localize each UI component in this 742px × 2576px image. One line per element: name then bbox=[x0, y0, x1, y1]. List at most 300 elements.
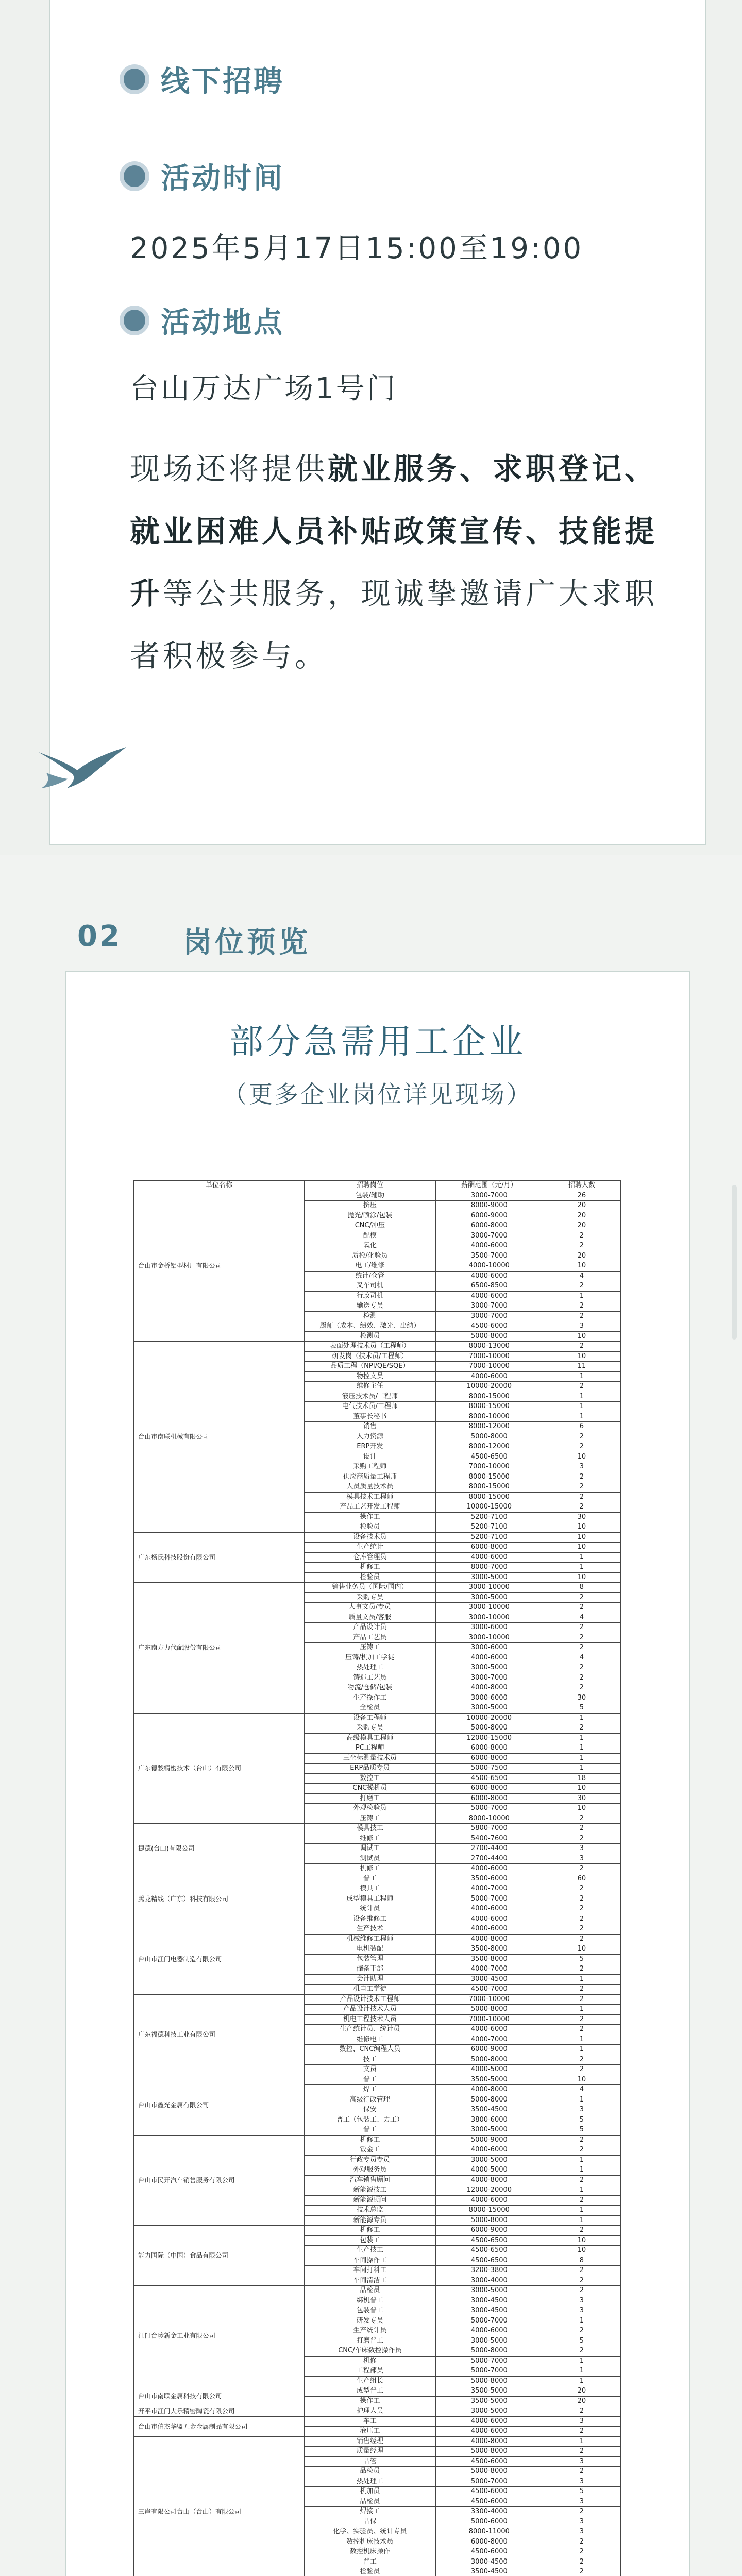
count-cell: 3 bbox=[543, 2497, 620, 2507]
salary-cell: 6000-8000 bbox=[435, 1753, 543, 1764]
section-heading-time bbox=[120, 155, 284, 198]
position-cell: 普工（包装工、力工） bbox=[304, 2115, 435, 2125]
count-cell: 2 bbox=[543, 1311, 620, 1321]
swallow-bird-icon bbox=[36, 742, 129, 793]
count-cell: 2 bbox=[543, 2226, 620, 2236]
position-cell: 机修 bbox=[304, 2356, 435, 2366]
count-cell: 20 bbox=[543, 1251, 620, 1261]
position-cell: 压铸工 bbox=[304, 1643, 435, 1653]
table-row bbox=[134, 1824, 621, 1834]
salary-cell: 5000-7000 bbox=[435, 2477, 543, 2487]
count-cell: 2 bbox=[543, 1482, 620, 1493]
position-cell: 维修主任 bbox=[304, 1382, 435, 1392]
salary-cell: 5000-8000 bbox=[435, 1331, 543, 1342]
count-cell: 1 bbox=[543, 2045, 620, 2055]
salary-cell: 3500-4500 bbox=[435, 2105, 543, 2115]
count-cell: 2 bbox=[543, 1814, 620, 1824]
count-cell: 1 bbox=[543, 1764, 620, 1774]
salary-cell: 6000-8000 bbox=[435, 2537, 543, 2547]
position-cell: 生产技工 bbox=[304, 2246, 435, 2256]
company-name-cell: 台山市江门电器制造有限公司 bbox=[134, 1924, 305, 1995]
count-cell: 1 bbox=[543, 2005, 620, 2015]
company-name-cell: 腾龙精线（广东）科技有限公司 bbox=[134, 1874, 305, 1924]
salary-cell: 6000-8000 bbox=[435, 1784, 543, 1794]
salary-cell: 4000-6000 bbox=[435, 1924, 543, 1935]
count-cell: 2 bbox=[543, 1231, 620, 1241]
position-cell: 模具技术工程师 bbox=[304, 1492, 435, 1502]
count-cell: 1 bbox=[543, 2376, 620, 2386]
salary-cell: 3000-5000 bbox=[435, 2155, 543, 2165]
count-cell: 2 bbox=[543, 1914, 620, 1924]
salary-cell: 3000-6000 bbox=[435, 1623, 543, 1633]
position-cell: 生产统计员 bbox=[304, 2326, 435, 2336]
count-cell: 1 bbox=[543, 1371, 620, 1382]
salary-cell: 3000-6000 bbox=[435, 1693, 543, 1703]
salary-cell: 3000-5000 bbox=[435, 2336, 543, 2346]
position-cell: 车间操作工 bbox=[304, 2256, 435, 2266]
position-cell: 检验员 bbox=[304, 1522, 435, 1533]
salary-cell: 3000-4500 bbox=[435, 2557, 543, 2567]
count-cell: 1 bbox=[543, 1412, 620, 1422]
position-cell: 外观服务员 bbox=[304, 2165, 435, 2176]
count-cell: 2 bbox=[543, 1623, 620, 1633]
salary-cell: 8000-15000 bbox=[435, 1482, 543, 1493]
salary-cell: 6000-9000 bbox=[435, 2045, 543, 2055]
salary-cell: 4500-6500 bbox=[435, 2235, 543, 2246]
salary-cell: 6500-8500 bbox=[435, 1281, 543, 1292]
salary-cell: 4000-6000 bbox=[435, 2145, 543, 2156]
salary-cell: 10000-20000 bbox=[435, 1382, 543, 1392]
salary-cell: 3500-8000 bbox=[435, 1954, 543, 1964]
count-cell: 10 bbox=[543, 1804, 620, 1814]
scrollbar-track[interactable] bbox=[732, 1185, 737, 1340]
count-cell: 5 bbox=[543, 1703, 620, 1714]
count-cell: 10 bbox=[543, 1522, 620, 1533]
count-cell: 1 bbox=[543, 2366, 620, 2377]
position-cell: 会计助理 bbox=[304, 1974, 435, 1985]
salary-cell: 4000-6000 bbox=[435, 2427, 543, 2437]
time-value: 2025年5月17日15:00至19:00 bbox=[130, 232, 584, 265]
count-cell: 10 bbox=[543, 1784, 620, 1794]
position-cell: 行政专员专员 bbox=[304, 2155, 435, 2165]
salary-cell: 5000-8000 bbox=[435, 2215, 543, 2226]
count-cell: 30 bbox=[543, 1693, 620, 1703]
position-cell: 质量经理 bbox=[304, 2447, 435, 2457]
position-cell: 高级模具工程师 bbox=[304, 1733, 435, 1743]
salary-cell: 4000-6000 bbox=[435, 1653, 543, 1663]
count-cell: 2 bbox=[543, 1723, 620, 1734]
position-cell: 采购工程师 bbox=[304, 1462, 435, 1472]
count-cell: 3 bbox=[543, 2416, 620, 2427]
count-cell: 2 bbox=[543, 1985, 620, 1995]
count-cell: 20 bbox=[543, 2386, 620, 2397]
position-cell: 普工 bbox=[304, 2557, 435, 2567]
salary-cell: 10000-20000 bbox=[435, 1713, 543, 1723]
count-cell: 1 bbox=[543, 2095, 620, 2105]
count-cell: 2 bbox=[543, 2175, 620, 2185]
salary-cell: 4000-7000 bbox=[435, 1884, 543, 1894]
count-cell: 60 bbox=[543, 1874, 620, 1884]
position-cell: 机加员 bbox=[304, 2487, 435, 2497]
bullet-dot-icon bbox=[120, 64, 149, 94]
count-cell: 2 bbox=[543, 2557, 620, 2567]
position-cell: 包装管理 bbox=[304, 1954, 435, 1964]
salary-cell: 3000-7000 bbox=[435, 1673, 543, 1683]
count-cell: 10 bbox=[543, 1261, 620, 1272]
count-cell: 1 bbox=[543, 2165, 620, 2176]
salary-cell: 4000-6000 bbox=[435, 2326, 543, 2336]
count-cell: 8 bbox=[543, 2256, 620, 2266]
paragraph-text-1: 现场还将提供 bbox=[130, 451, 328, 486]
salary-cell: 4000-6000 bbox=[435, 2025, 543, 2035]
count-cell: 1 bbox=[543, 1753, 620, 1764]
count-cell: 2 bbox=[543, 1824, 620, 1834]
salary-cell: 8000-12000 bbox=[435, 1422, 543, 1432]
salary-cell: 8000-9000 bbox=[435, 1201, 543, 1211]
salary-cell: 3000-7000 bbox=[435, 1191, 543, 1201]
count-cell: 2 bbox=[543, 2467, 620, 2477]
count-cell: 4 bbox=[543, 1271, 620, 1281]
company-name-cell: 开平市江门大乐精密陶瓷有限公司 bbox=[134, 2406, 305, 2417]
salary-cell: 6000-8000 bbox=[435, 1793, 543, 1804]
section-heading-offline bbox=[120, 58, 284, 101]
salary-cell: 5000-8000 bbox=[435, 1432, 543, 1442]
position-cell: 销售业务员（国际/国内） bbox=[304, 1583, 435, 1593]
position-cell: 车工 bbox=[304, 2416, 435, 2427]
count-cell: 10 bbox=[543, 1543, 620, 1553]
position-cell: 研发岗（技术员/工程师） bbox=[304, 1351, 435, 1362]
table-row bbox=[134, 1342, 621, 1352]
count-cell: 2 bbox=[543, 1924, 620, 1935]
salary-cell: 5000-7000 bbox=[435, 2356, 543, 2366]
position-cell: 压铸/机加工学徒 bbox=[304, 1653, 435, 1663]
position-cell: 行政司机 bbox=[304, 1291, 435, 1301]
count-cell: 3 bbox=[543, 1321, 620, 1332]
count-cell: 2 bbox=[543, 1342, 620, 1352]
position-cell: 维修电工 bbox=[304, 2035, 435, 2045]
count-cell: 3 bbox=[543, 2527, 620, 2537]
salary-cell: 3500-5000 bbox=[435, 2386, 543, 2397]
position-cell: CNC操机员 bbox=[304, 1784, 435, 1794]
salary-cell: 4500-6000 bbox=[435, 2456, 543, 2467]
count-cell: 1 bbox=[543, 1743, 620, 1754]
position-cell: 生产技术 bbox=[304, 1924, 435, 1935]
table-row bbox=[134, 2286, 621, 2296]
salary-cell: 5000-7000 bbox=[435, 2316, 543, 2326]
salary-cell: 3000-5000 bbox=[435, 2406, 543, 2417]
bullet-dot-icon bbox=[120, 306, 149, 335]
salary-cell: 5000-6000 bbox=[435, 2517, 543, 2527]
salary-cell: 8000-15000 bbox=[435, 2206, 543, 2216]
position-cell: 设备维修工 bbox=[304, 1914, 435, 1924]
paragraph-bold-services: 就业服务、求职登记、就业困难人员补贴政策宣传、技能提升 bbox=[130, 451, 658, 611]
salary-cell: 3000-5000 bbox=[435, 2286, 543, 2296]
position-cell: 包装/辅助 bbox=[304, 1191, 435, 1201]
salary-cell: 4000-6000 bbox=[435, 2416, 543, 2427]
count-cell: 2 bbox=[543, 1964, 620, 1975]
header-position: 招聘岗位 bbox=[304, 1181, 435, 1191]
position-cell: 普工 bbox=[304, 2125, 435, 2136]
count-cell: 1 bbox=[543, 1392, 620, 1402]
salary-cell: 4000-5000 bbox=[435, 2165, 543, 2176]
salary-cell: 4500-6500 bbox=[435, 1773, 543, 1784]
position-cell: 机修工 bbox=[304, 2135, 435, 2145]
salary-cell: 5000-9000 bbox=[435, 2135, 543, 2145]
count-cell: 2 bbox=[543, 1894, 620, 1904]
company-name-cell: 台山市金桥铝型材厂有限公司 bbox=[134, 1191, 305, 1342]
position-cell: 包装普工 bbox=[304, 2306, 435, 2316]
count-cell: 1 bbox=[543, 1974, 620, 1985]
service-paragraph bbox=[130, 438, 666, 687]
count-cell: 2 bbox=[543, 2547, 620, 2557]
position-cell: 机械维修工程师 bbox=[304, 1934, 435, 1944]
header-count: 招聘人数 bbox=[543, 1181, 620, 1191]
position-cell: 数控工 bbox=[304, 1773, 435, 1784]
salary-cell: 3500-5000 bbox=[435, 2075, 543, 2085]
table-header-row bbox=[134, 1181, 621, 1191]
position-cell: 工程部员 bbox=[304, 2366, 435, 2377]
position-cell: 护理人员 bbox=[304, 2406, 435, 2417]
count-cell: 2 bbox=[543, 1994, 620, 2005]
salary-cell: 4000-8000 bbox=[435, 2085, 543, 2095]
position-cell: 生产统计 bbox=[304, 1543, 435, 1553]
position-cell: 机修工 bbox=[304, 1864, 435, 1874]
time-heading: 活动时间 bbox=[161, 162, 284, 195]
count-cell: 10 bbox=[543, 2246, 620, 2256]
salary-cell: 5000-8000 bbox=[435, 2346, 543, 2357]
position-cell: 热处理工 bbox=[304, 2477, 435, 2487]
company-name-cell: 台山市南联机械有限公司 bbox=[134, 1342, 305, 1533]
position-cell: 测试员 bbox=[304, 1854, 435, 1864]
position-cell: 产品工艺员 bbox=[304, 1633, 435, 1643]
salary-cell: 4500-6000 bbox=[435, 2487, 543, 2497]
position-cell: 绑机普工 bbox=[304, 2296, 435, 2306]
salary-cell: 8000-11000 bbox=[435, 2527, 543, 2537]
count-cell: 2 bbox=[543, 1301, 620, 1312]
count-cell: 5 bbox=[543, 1954, 620, 1964]
paragraph-text-2: 等公共服务，现诚挚邀请广大求职者积极参与。 bbox=[130, 576, 658, 673]
position-cell: 抛光/喷涂/包装 bbox=[304, 1211, 435, 1221]
header-company: 单位名称 bbox=[134, 1181, 305, 1191]
salary-cell: 3000-5000 bbox=[435, 1703, 543, 1714]
count-cell: 3 bbox=[543, 2456, 620, 2467]
salary-cell: 4000-7000 bbox=[435, 1964, 543, 1975]
table-row bbox=[134, 2226, 621, 2236]
position-cell: 钣金工 bbox=[304, 2145, 435, 2156]
position-cell: 操作工 bbox=[304, 2396, 435, 2406]
company-name-cell: 三岸有限公司台山（台山）有限公司 bbox=[134, 2436, 305, 2576]
position-cell: 数控机床操作 bbox=[304, 2547, 435, 2557]
position-cell: 供应商质量工程师 bbox=[304, 1472, 435, 1482]
company-name-cell: 广东杨氏科技股份有限公司 bbox=[134, 1532, 305, 1583]
count-cell: 2 bbox=[543, 2276, 620, 2286]
position-cell: 机电工程技术人员 bbox=[304, 2014, 435, 2025]
position-cell: 厨师（成本、绩效、激光、出纳） bbox=[304, 1321, 435, 1332]
salary-cell: 7000-10000 bbox=[435, 1362, 543, 1372]
count-cell: 2 bbox=[543, 2135, 620, 2145]
salary-cell: 3000-4500 bbox=[435, 1974, 543, 1985]
section-title-jobs: 岗位预览 bbox=[183, 926, 311, 959]
salary-cell: 3200-3800 bbox=[435, 2266, 543, 2276]
salary-cell: 4000-6000 bbox=[435, 2195, 543, 2206]
position-cell: 生产统计员、统计员 bbox=[304, 2025, 435, 2035]
position-cell: 设计 bbox=[304, 1452, 435, 1462]
position-cell: 模具工 bbox=[304, 1884, 435, 1894]
position-cell: 操作工 bbox=[304, 1512, 435, 1522]
position-cell: 模具技工 bbox=[304, 1824, 435, 1834]
salary-cell: 6000-8000 bbox=[435, 1743, 543, 1754]
count-cell: 1 bbox=[543, 2155, 620, 2165]
table-row bbox=[134, 2386, 621, 2397]
count-cell: 3 bbox=[543, 1844, 620, 1854]
count-cell: 10 bbox=[543, 1351, 620, 1362]
position-cell: 机修工 bbox=[304, 1563, 435, 1573]
count-cell: 1 bbox=[543, 2035, 620, 2045]
company-name-cell: 捷德(台山)有限公司 bbox=[134, 1824, 305, 1874]
salary-cell: 3500-4500 bbox=[435, 2567, 543, 2576]
count-cell: 3 bbox=[543, 2296, 620, 2306]
position-cell: 叉车司机 bbox=[304, 1281, 435, 1292]
position-cell: 机修工 bbox=[304, 2226, 435, 2236]
count-cell: 4 bbox=[543, 1613, 620, 1623]
count-cell: 4 bbox=[543, 1653, 620, 1663]
header-salary: 薪酬范围（元/月） bbox=[435, 1181, 543, 1191]
salary-cell: 3000-6000 bbox=[435, 1643, 543, 1653]
position-cell: 品检员 bbox=[304, 2286, 435, 2296]
table-row bbox=[134, 2406, 621, 2417]
count-cell: 2 bbox=[543, 1633, 620, 1643]
salary-cell: 3000-5000 bbox=[435, 1572, 543, 1583]
job-table-wrapper bbox=[133, 1180, 621, 2576]
count-cell: 1 bbox=[543, 1563, 620, 1573]
position-cell: 生产组长 bbox=[304, 2376, 435, 2386]
salary-cell: 4000-6000 bbox=[435, 1864, 543, 1874]
count-cell: 3 bbox=[543, 1854, 620, 1864]
count-cell: 1 bbox=[543, 2185, 620, 2196]
position-cell: CNC/车床数控操作员 bbox=[304, 2346, 435, 2357]
position-cell: 电机装配 bbox=[304, 1944, 435, 1955]
count-cell: 10 bbox=[543, 1944, 620, 1955]
bullet-dot-icon bbox=[120, 161, 149, 191]
company-name-cell: 台山市鑫光金属有限公司 bbox=[134, 2075, 305, 2135]
count-cell: 2 bbox=[543, 2447, 620, 2457]
position-cell: 物控文员 bbox=[304, 1371, 435, 1382]
salary-cell: 5800-7000 bbox=[435, 1824, 543, 1834]
table-row bbox=[134, 1924, 621, 1935]
count-cell: 2 bbox=[543, 2195, 620, 2206]
salary-cell: 3000-7000 bbox=[435, 1301, 543, 1312]
count-cell: 10 bbox=[543, 1572, 620, 1583]
salary-cell: 3000-10000 bbox=[435, 1603, 543, 1613]
salary-cell: 4000-7000 bbox=[435, 2035, 543, 2045]
salary-cell: 2700-4400 bbox=[435, 1844, 543, 1854]
count-cell: 2 bbox=[543, 1281, 620, 1292]
salary-cell: 12000-15000 bbox=[435, 1733, 543, 1743]
position-cell: 维修工 bbox=[304, 1834, 435, 1844]
salary-cell: 6000-8000 bbox=[435, 1221, 543, 1231]
count-cell: 1 bbox=[543, 1552, 620, 1563]
count-cell: 1 bbox=[543, 2215, 620, 2226]
salary-cell: 3800-6000 bbox=[435, 2115, 543, 2125]
count-cell: 2 bbox=[543, 1492, 620, 1502]
position-cell: 热处理工 bbox=[304, 1663, 435, 1673]
position-cell: 打磨普工 bbox=[304, 2336, 435, 2346]
count-cell: 1 bbox=[543, 2436, 620, 2447]
salary-cell: 5000-7000 bbox=[435, 2366, 543, 2377]
salary-cell: 5000-7000 bbox=[435, 1894, 543, 1904]
position-cell: 检测员 bbox=[304, 1331, 435, 1342]
salary-cell: 4000-6000 bbox=[435, 1371, 543, 1382]
position-cell: 检验员 bbox=[304, 1572, 435, 1583]
count-cell: 3 bbox=[543, 1462, 620, 1472]
position-cell: 检验员 bbox=[304, 2567, 435, 2576]
position-cell: 品管 bbox=[304, 2456, 435, 2467]
position-cell: 机电工学徒 bbox=[304, 1985, 435, 1995]
salary-cell: 4000-5000 bbox=[435, 2065, 543, 2075]
count-cell: 2 bbox=[543, 1834, 620, 1844]
position-cell: 采购专员 bbox=[304, 1592, 435, 1603]
count-cell: 6 bbox=[543, 1422, 620, 1432]
position-cell: 电工/维修 bbox=[304, 1261, 435, 1272]
salary-cell: 7000-10000 bbox=[435, 2014, 543, 2025]
position-cell: 采购专员 bbox=[304, 1723, 435, 1734]
position-cell: 汽车销售顾问 bbox=[304, 2175, 435, 2185]
count-cell: 10 bbox=[543, 2235, 620, 2246]
salary-cell: 3000-5000 bbox=[435, 2125, 543, 2136]
table-row bbox=[134, 1994, 621, 2005]
count-cell: 2 bbox=[543, 1884, 620, 1894]
count-cell: 2 bbox=[543, 2537, 620, 2547]
salary-cell: 6000-9000 bbox=[435, 1211, 543, 1221]
company-name-cell: 广东福德科技工业有限公司 bbox=[134, 1994, 305, 2075]
count-cell: 3 bbox=[543, 2105, 620, 2115]
place-value: 台山万达广场1号门 bbox=[130, 372, 398, 405]
count-cell: 2 bbox=[543, 1934, 620, 1944]
position-cell: 品保 bbox=[304, 2517, 435, 2527]
position-cell: 铸造工艺员 bbox=[304, 1673, 435, 1683]
position-cell: 车间打料工 bbox=[304, 2266, 435, 2276]
position-cell: 设备工程师 bbox=[304, 1713, 435, 1723]
salary-cell: 3500-8000 bbox=[435, 1944, 543, 1955]
position-cell: 设备技术员 bbox=[304, 1532, 435, 1543]
position-cell: 成型模具工程师 bbox=[304, 1894, 435, 1904]
position-cell: 销售 bbox=[304, 1422, 435, 1432]
position-cell: PC工程师 bbox=[304, 1743, 435, 1754]
count-cell: 20 bbox=[543, 1201, 620, 1211]
salary-cell: 3000-10000 bbox=[435, 1633, 543, 1643]
salary-cell: 4500-6000 bbox=[435, 2497, 543, 2507]
salary-cell: 5000-8000 bbox=[435, 2447, 543, 2457]
salary-cell: 5000-8000 bbox=[435, 2095, 543, 2105]
count-cell: 30 bbox=[543, 1512, 620, 1522]
count-cell: 5 bbox=[543, 2125, 620, 2136]
position-cell: 数控机床技术员 bbox=[304, 2537, 435, 2547]
section-heading-place bbox=[120, 299, 284, 342]
position-cell: 人事文员/专员 bbox=[304, 1603, 435, 1613]
table-row bbox=[134, 1583, 621, 1593]
salary-cell: 3000-4500 bbox=[435, 2296, 543, 2306]
count-cell: 2 bbox=[543, 1442, 620, 1452]
position-cell: 品检员 bbox=[304, 2497, 435, 2507]
count-cell: 2 bbox=[543, 1663, 620, 1673]
count-cell: 2 bbox=[543, 2014, 620, 2025]
salary-cell: 8000-12000 bbox=[435, 1442, 543, 1452]
count-cell: 26 bbox=[543, 1191, 620, 1201]
count-cell: 11 bbox=[543, 1362, 620, 1372]
salary-cell: 10000-15000 bbox=[435, 1502, 543, 1513]
position-cell: 人力资源 bbox=[304, 1432, 435, 1442]
count-cell: 2 bbox=[543, 1904, 620, 1914]
